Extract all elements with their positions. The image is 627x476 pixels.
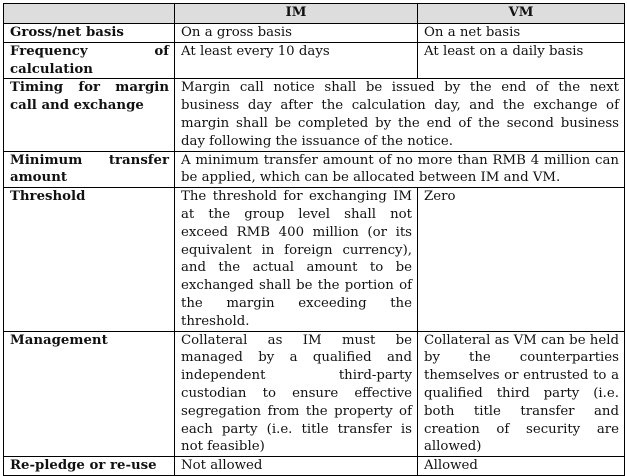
row-frequency bbox=[4, 42, 625, 79]
cell-management-vm: Collateral as VM can be held by the counterparties themselves or entrusted to a qualified third party (i.e. both title transfer and creation of security are allowed) bbox=[418, 331, 625, 457]
cell-repledge-vm: Allowed bbox=[418, 457, 625, 476]
cell-threshold-vm: Zero bbox=[418, 188, 625, 331]
row-threshold bbox=[4, 188, 625, 331]
row-label-minimum-transfer: Minimum transfer amount bbox=[4, 151, 175, 188]
cell-gross-net-vm: On a net basis bbox=[418, 24, 625, 43]
cell-threshold-im: The threshold for exchanging IM at the group level shall not exceed RMB 400 million (or its equivalent in foreign currency), and the actual amount to be exchanged shall be the portion of the margin exceeding the threshold. bbox=[175, 188, 418, 331]
cell-timing-shared: Margin call notice shall be issued by the end of the next business day after the calculation day, and the exchange of margin shall be completed by the end of the second business day following the issuance of the notice. bbox=[175, 79, 625, 151]
cell-frequency-im: At least every 10 days bbox=[175, 42, 418, 79]
margin-requirements-table bbox=[3, 3, 625, 476]
row-gross-net bbox=[4, 24, 625, 43]
header-vm: VM bbox=[418, 4, 625, 24]
cell-repledge-im: Not allowed bbox=[175, 457, 418, 476]
cell-management-im: Collateral as IM must be managed by a qualified and independent third-party custodian to ensure effective segregation from the property of each party (i.e. title transfer is not feasible) bbox=[175, 331, 418, 457]
header-blank bbox=[4, 4, 175, 24]
row-label-frequency: Frequency of calculation bbox=[4, 42, 175, 79]
row-timing bbox=[4, 79, 625, 151]
row-label-repledge: Re-pledge or re-use bbox=[4, 457, 175, 476]
row-label-gross-net: Gross/net basis bbox=[4, 24, 175, 43]
row-label-threshold: Threshold bbox=[4, 188, 175, 331]
cell-gross-net-im: On a gross basis bbox=[175, 24, 418, 43]
margin-requirements-table-container bbox=[3, 3, 625, 476]
row-minimum-transfer bbox=[4, 151, 625, 188]
row-label-timing: Timing for margin call and exchange bbox=[4, 79, 175, 151]
header-row bbox=[4, 4, 625, 24]
row-management bbox=[4, 331, 625, 457]
row-label-management: Management bbox=[4, 331, 175, 457]
cell-frequency-vm: At least on a daily basis bbox=[418, 42, 625, 79]
header-im: IM bbox=[175, 4, 418, 24]
cell-minimum-transfer-shared: A minimum transfer amount of no more than RMB 4 million can be applied, which can be allocated between IM and VM. bbox=[175, 151, 625, 188]
row-repledge bbox=[4, 457, 625, 476]
